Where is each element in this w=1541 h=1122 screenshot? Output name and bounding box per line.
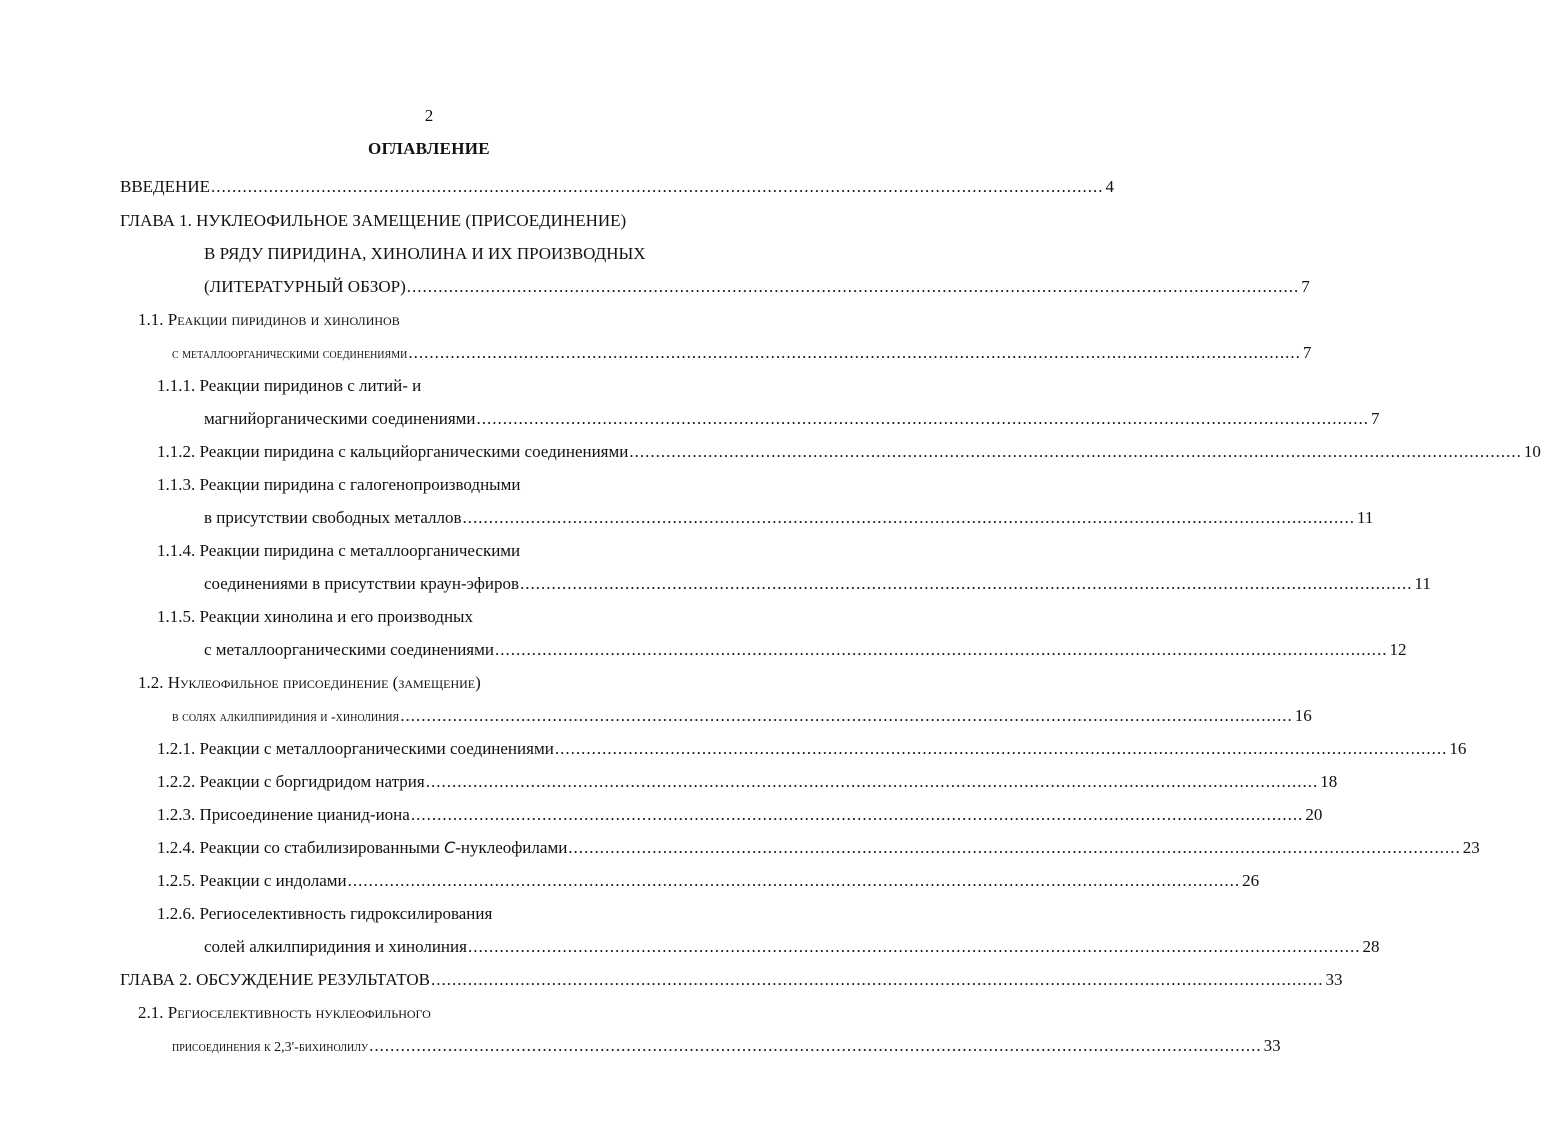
toc-entry-text: 1.2.1. Реакции с металлоорганическими соединениями <box>157 739 554 758</box>
toc-entry-text: в присутствии свободных металлов <box>204 508 462 527</box>
toc-page-number: 28 <box>1362 937 1380 956</box>
toc-entry-text: 1.1.3. Реакции пиридина с галогенопроизводными <box>157 475 521 494</box>
toc-page-number: 12 <box>1389 640 1407 659</box>
toc-entry-text: 1.2.5. Реакции с индолами <box>157 871 347 890</box>
toc-entry-text: 1.2.2. Реакции с боргидридом натрия <box>157 772 425 791</box>
leader-dots: .......................................................................................................................................................................... <box>406 277 1300 296</box>
toc-entry-1-1-5 <box>157 605 473 629</box>
toc-entry-text: ГЛАВА 1. НУКЛЕОФИЛЬНОЕ ЗАМЕЩЕНИЕ (ПРИСОЕДИНЕНИЕ) <box>120 211 627 230</box>
toc-entry-text-post: -нуклеофилами <box>455 838 568 857</box>
toc-entry-text: В РЯДУ ПИРИДИНА, ХИНОЛИНА И ИХ ПРОИЗВОДНЫХ <box>204 244 646 263</box>
toc-page-number: 16 <box>1294 706 1312 725</box>
toc-entry-chapter-2 <box>120 968 1343 992</box>
toc-entry-chapter-1-end <box>204 275 1310 299</box>
toc-entry-text: магнийорганическими соединениями <box>204 409 476 428</box>
toc-entry-1-2-3 <box>157 803 1323 827</box>
toc-entry-text: 1.1.1. Реакции пиридинов с литий- и <box>157 376 422 395</box>
toc-entry-1-2-6 <box>157 902 492 926</box>
leader-dots: .......................................................................................................................................................................... <box>210 177 1104 196</box>
toc-page-number: 7 <box>1371 409 1380 428</box>
toc-entry-text-rest: егиоселективность нуклеофильного <box>177 1003 431 1022</box>
leader-dots: .......................................................................................................................................................................... <box>410 805 1304 824</box>
toc-entry-1-1-3-cont <box>204 506 1374 530</box>
toc-entry-text: с металлоорганическими соединениями <box>204 640 494 659</box>
toc-entry-1-2-6-cont <box>204 935 1380 959</box>
toc-entry-1-2-4 <box>157 836 1480 860</box>
leader-dots: .......................................................................................................................................................................... <box>347 871 1241 890</box>
toc-page-number: 20 <box>1305 805 1323 824</box>
toc-entry-section-2-1-cont <box>172 1034 1281 1058</box>
toc-entry-1-2-2 <box>157 770 1338 794</box>
toc-page-number: 7 <box>1301 277 1310 296</box>
toc-entry-text-pre: 1.2.4. Реакции со стабилизированными <box>157 838 445 857</box>
leader-dots: .......................................................................................................................................................................... <box>425 772 1319 791</box>
toc-entry-1-2-5 <box>157 869 1260 893</box>
toc-entry-1-1-4 <box>157 539 520 563</box>
leader-dots: .......................................................................................................................................................................... <box>476 409 1370 428</box>
toc-page-number: 33 <box>1263 1036 1281 1055</box>
leader-dots: .......................................................................................................................................................................... <box>400 706 1293 725</box>
toc-entry-text: присоединения к 2,3'-бихинолилу <box>172 1040 369 1055</box>
toc-entry-text: 1.2.6. Региоселективность гидроксилирования <box>157 904 493 923</box>
leader-dots: .......................................................................................................................................................................... <box>629 442 1522 461</box>
toc-entry-text: 1.1.2. Реакции пиридина с кальцийорганическими соединениями <box>157 442 629 461</box>
toc-entry-1-1-2 <box>157 440 1541 464</box>
leader-dots: .......................................................................................................................................................................... <box>467 937 1361 956</box>
toc-page-number: 33 <box>1325 970 1343 989</box>
toc-page-number: 11 <box>1414 574 1431 593</box>
toc-entry-text: 1.1.4. Реакции пиридина с металлоорганическими <box>157 541 521 560</box>
toc-entry-section-1-2-cont <box>172 704 1312 728</box>
leader-dots: .......................................................................................................................................................................... <box>431 970 1324 989</box>
page-title: ОГЛАВЛЕНИЕ <box>368 139 490 158</box>
toc-entry-introduction <box>120 175 1114 199</box>
toc-entry-text-rest: еакции пиридинов и хинолинов <box>177 310 400 329</box>
toc-entry-text: с металлоорганическими соединениями <box>172 347 408 362</box>
toc-entry-text-lead: 1.1. Р <box>138 310 178 329</box>
toc-page-number: 10 <box>1523 442 1541 461</box>
toc-entry-text: солей алкилпиридиния и хинолиния <box>204 937 467 956</box>
toc-page-number: 23 <box>1462 838 1480 857</box>
leader-dots: .......................................................................................................................................................................... <box>369 1036 1262 1055</box>
toc-entry-chapter-1 <box>120 209 626 233</box>
toc-entry-1-1-3 <box>157 473 520 497</box>
toc-entry-section-1-1 <box>138 308 400 332</box>
toc-entry-text-italic: С <box>444 838 456 857</box>
toc-entry-text: ГЛАВА 2. ОБСУЖДЕНИЕ РЕЗУЛЬТАТОВ <box>120 970 430 989</box>
toc-entry-text: соединениями в присутствии краун-эфиров <box>204 574 519 593</box>
page-number: 2 <box>424 106 434 125</box>
toc-entry-text <box>157 836 567 860</box>
toc-page-number: 11 <box>1357 508 1374 527</box>
toc-entry-text-rest: уклеофильное присоединение (замещение) <box>180 673 481 692</box>
toc-entry-text: 1.2.3. Присоединение цианид-иона <box>157 805 410 824</box>
toc-entry-section-1-2 <box>138 671 481 695</box>
leader-dots: .......................................................................................................................................................................... <box>520 574 1413 593</box>
toc-entry-section-2-1 <box>138 1001 431 1025</box>
leader-dots: .......................................................................................................................................................................... <box>568 838 1461 857</box>
toc-entry-text: 1.1.5. Реакции хинолина и его производных <box>157 607 473 626</box>
toc-entry-1-1-1-cont <box>204 407 1380 431</box>
toc-entry-1-1-5-cont <box>204 638 1407 662</box>
toc-entry-1-2-1 <box>157 737 1467 761</box>
toc-page-number: 26 <box>1242 871 1260 890</box>
toc-page-number: 16 <box>1449 739 1467 758</box>
toc-entry-1-1-4-cont <box>204 572 1431 596</box>
toc-entry-text-lead: 1.2. Н <box>138 673 181 692</box>
leader-dots: .......................................................................................................................................................................... <box>408 343 1301 362</box>
toc-entry-text-lead: 2.1. Р <box>138 1003 178 1022</box>
leader-dots: .......................................................................................................................................................................... <box>554 739 1448 758</box>
toc-entry-text: ВВЕДЕНИЕ <box>120 177 210 196</box>
toc-page-number: 4 <box>1105 177 1114 196</box>
leader-dots: .......................................................................................................................................................................... <box>462 508 1356 527</box>
toc-entry-1-1-1 <box>157 374 421 398</box>
toc-page-number: 18 <box>1320 772 1338 791</box>
toc-entry-text: в солях алкилпиридиния и -хинолиния <box>172 710 400 725</box>
toc-entry-chapter-1-cont <box>204 242 646 266</box>
toc-entry-section-1-1-cont <box>172 341 1312 365</box>
toc-entry-text: (ЛИТЕРАТУРНЫЙ ОБЗОР) <box>204 277 406 296</box>
toc-page-number: 7 <box>1302 343 1312 362</box>
leader-dots: .......................................................................................................................................................................... <box>494 640 1388 659</box>
